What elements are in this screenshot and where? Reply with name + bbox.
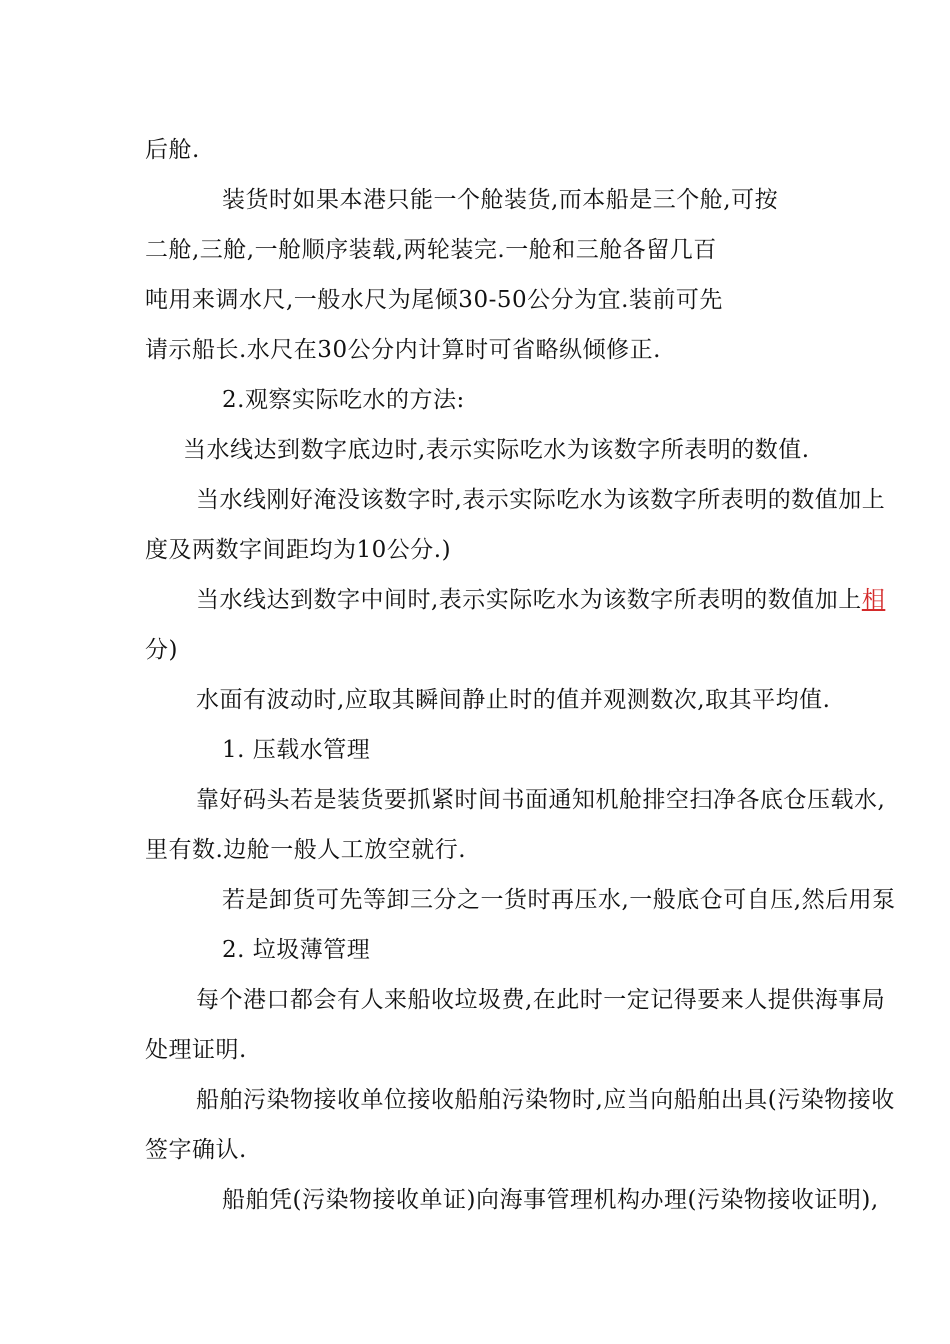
paragraph-line-14: 靠好码头若是装货要抓紧时间书面通知机舱排空扫净各底仓压载水, [196, 787, 886, 813]
paragraph-line-20: 船舶污染物接收单位接收船舶污染物时,应当向船舶出具(污染物接收 [196, 1087, 895, 1113]
paragraph-line-1: 后舱. [145, 137, 200, 163]
highlighted-fragment: 相 [861, 587, 886, 613]
paragraph-line-16: 若是卸货可先等卸三分之一货时再压水,一般底仓可自压,然后用泵 [222, 887, 896, 913]
paragraph-line-18: 每个港口都会有人来船收垃圾费,在此时一定记得要来人提供海事局 [196, 987, 886, 1013]
paragraph-line-7: 当水线达到数字底边时,表示实际吃水为该数字所表明的数值. [183, 437, 810, 463]
section-heading-garbage: 2. 垃圾薄管理 [222, 937, 371, 963]
paragraph-line-5: 请示船长.水尺在30公分内计算时可省略纵倾修正. [145, 337, 661, 363]
paragraph-line-8: 当水线刚好淹没该数字时,表示实际吃水为该数字所表明的数值加上 [196, 487, 886, 513]
paragraph-line-2: 装货时如果本港只能一个舱装货,而本船是三个舱,可按 [222, 187, 779, 213]
section-heading-ballast: 1. 压载水管理 [222, 737, 371, 763]
paragraph-line-19: 处理证明. [145, 1037, 247, 1063]
paragraph-line-21: 签字确认. [145, 1137, 247, 1163]
paragraph-line-15: 里有数.边舱一般人工放空就行. [145, 837, 467, 863]
section-heading-draft: 2.观察实际吃水的方法: [222, 387, 465, 413]
paragraph-line-3: 二舱,三舱,一舱顺序装载,两轮装完.一舱和三舱各留几百 [145, 237, 717, 263]
paragraph-line-10-text: 当水线达到数字中间时,表示实际吃水为该数字所表明的数值加上 [196, 587, 862, 613]
paragraph-line-10 [196, 584, 885, 616]
paragraph-line-22: 船舶凭(污染物接收单证)向海事管理机构办理(污染物接收证明), [222, 1187, 879, 1213]
paragraph-line-9: 度及两数字间距均为10公分.) [145, 537, 452, 563]
paragraph-line-12: 水面有波动时,应取其瞬间静止时的值并观测数次,取其平均值. [196, 687, 831, 713]
paragraph-line-11: 分) [145, 637, 178, 663]
paragraph-line-4: 吨用来调水尺,一般水尺为尾倾30-50公分为宜.装前可先 [145, 287, 723, 313]
